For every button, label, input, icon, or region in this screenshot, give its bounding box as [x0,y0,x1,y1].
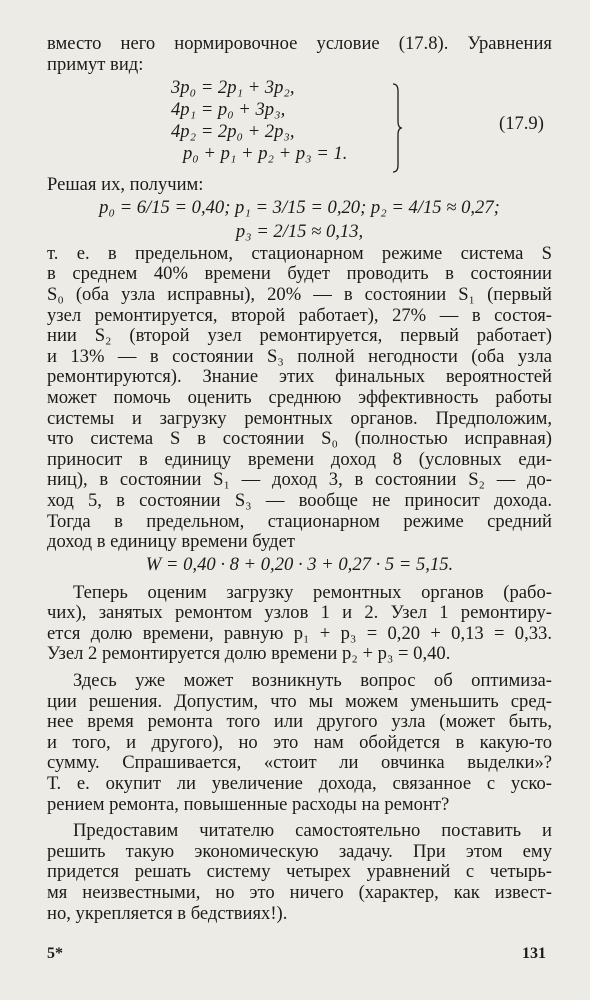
text-line: вместо него нормировочное условие (17.8). Уравнения [47,33,552,54]
paragraph-optimization [47,671,552,815]
solution-line: p₃ = 2/15 ≈ 0,13, [235,220,364,242]
text-line: и того, и другого), но это нам обойдется в какую-то [47,731,552,753]
signature-mark: 5* [47,945,63,962]
paragraph-load [47,583,552,665]
solution-line: p₀ = 6/15 = 0,40; p₁ = 3/15 = 0,20; p₂ = 4/15 ≈ 0,27; [99,196,500,218]
text-line: Узел 2 ремонтируется долю времени p₂ + p₃ = 0,40. [47,643,451,665]
text-line: системы и загрузку ремонтных органов. Предположим, [47,407,552,429]
text-line: Здесь уже может возникнуть вопрос об оптимиза- [73,670,552,692]
text-line: сумму. Спрашивается, «стоит ли овчинка выделки»? [47,752,552,774]
text-line: доход в единицу времени будет [47,531,296,553]
text-line: нии S₂ (второй узел ремонтируется, первый работает) [47,325,552,347]
text-line: мя неизвестными, но это ничего (характер, как извест- [47,882,552,903]
equation-number: (17.9) [499,113,544,135]
text-line: т. е. в предельном, стационарном режиме система S [47,242,552,264]
text-line: приносит в единицу времени доход 8 (условных еди- [47,448,552,470]
right-brace-icon [392,83,402,173]
text-line: может помочь оценить среднюю эффективность работы [47,386,552,408]
text-line: ции решения. Допустим, что мы можем уменьшить сред- [47,690,552,712]
text-line: примут вид: [47,53,144,75]
text-line: решить такую экономическую задачу. При этом ему [47,840,552,862]
text-line: Тогда в предельном, стационарном режиме средний [47,510,552,532]
page-text [47,34,552,924]
text-line: и 13% — в состоянии S₃ полной негодности (оба узла [47,345,552,367]
equation: 4p₁ = p₀ + 3p₃, [171,99,286,121]
text-line: Решая их, получим: [47,174,204,196]
text-line: но, укрепляется в бедствиях!). [47,902,288,924]
system-equations [171,77,347,165]
paragraph-conclusion [47,821,552,924]
income-formula: W = 0,40 · 8 + 0,20 · 3 + 0,27 · 5 = 5,15. [145,553,454,575]
equation: 3p₀ = 2p₁ + 3p₂, [171,77,295,99]
solution-block [47,196,552,244]
text-line: Предоставим читателю самостоятельно поставить и [73,820,552,842]
equation: p₀ + p₁ + p₂ + p₃ = 1. [183,143,348,165]
equation-system [47,77,552,175]
text-line: S₀ (оба узла исправны), 20% — в состоянии S₁ (первый [47,283,552,305]
text-line: Теперь оценим загрузку ремонтных органов (рабо- [73,581,552,603]
text-line: узел ремонтируется, второй работает), 27% — в состоя- [47,304,552,326]
text-line: что система S в состоянии S₀ (полностью исправная) [47,428,552,450]
text-line: нее время ремонта того или другого узла (может быть, [47,711,552,733]
text-line: чих), занятых ремонтом узлов 1 и 2. Узел 1 ремонтиру- [47,602,552,624]
text-line: ется долю времени, равную p₁ + p₃ = 0,20 + 0,13 = 0,33. [47,622,552,644]
text-line: ниц), в состоянии S₁ — доход 3, в состоянии S₂ — до- [47,469,552,491]
text-line: Т. е. окупит ли увеличение дохода, связанное с уско- [47,773,552,795]
page-number: 131 [522,945,546,962]
text-line: ход 5, в состоянии S₃ — вообще не приносит дохода. [47,489,552,511]
text-line: рением ремонта, повышенные расходы на ремонт? [47,793,450,815]
text-line: в среднем 40% времени будет проводить в состоянии [47,263,552,285]
text-line: придется решать систему четырех уравнений с четырь- [47,861,552,883]
text-line: ремонтируются). Знание этих финальных вероятностей [47,366,552,388]
paragraph-intro [47,34,552,75]
equation: 4p₂ = 2p₀ + 2p₃, [171,121,295,143]
paragraph-results [47,244,552,553]
